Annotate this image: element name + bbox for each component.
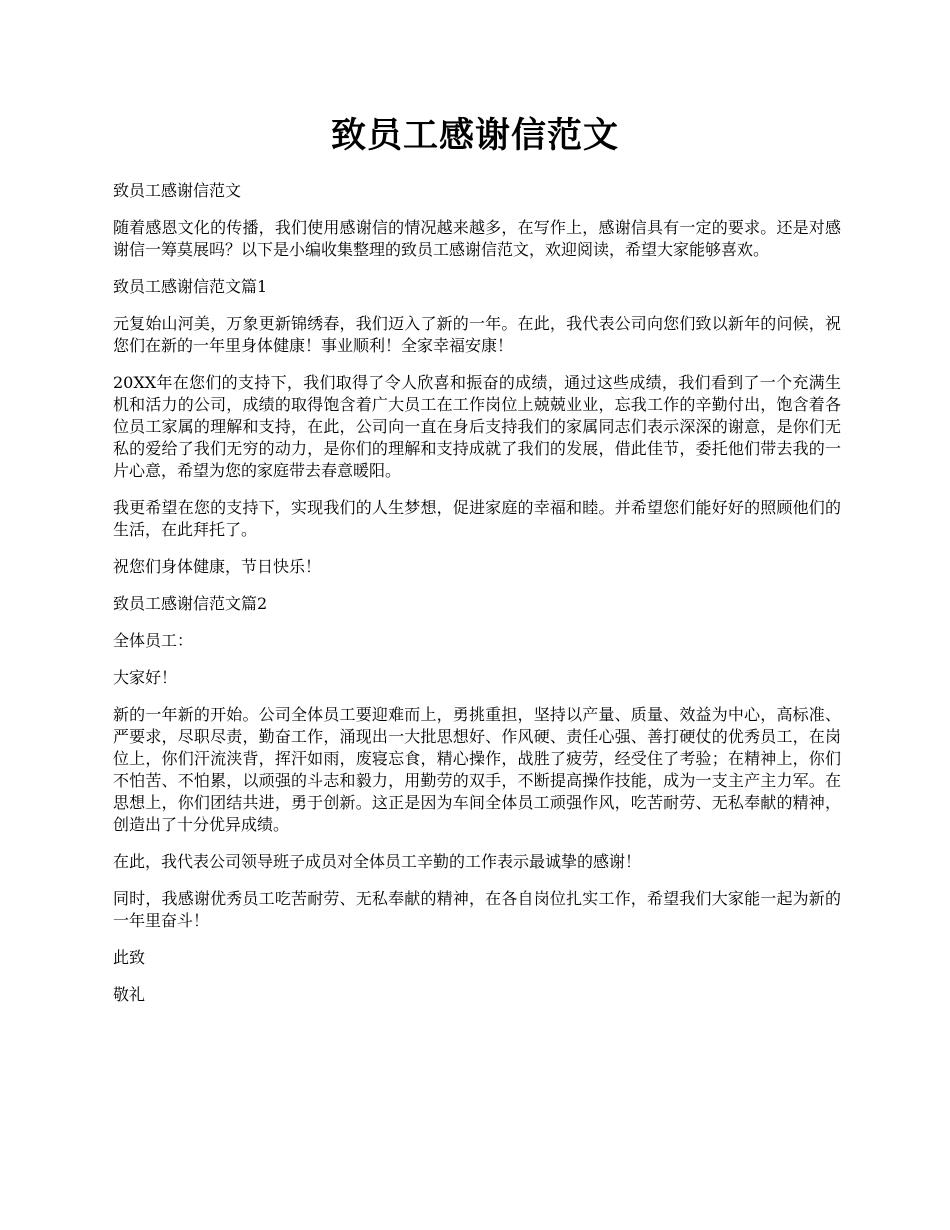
paragraph: 我更希望在您的支持下，实现我们的人生梦想，促进家庭的幸福和睦。并希望您们能好好的照顾他们的生活，在此拜托了。 [113, 498, 841, 539]
paragraph: 在此，我代表公司领导班子成员对全体员工辛勤的工作表示最诚挚的感谢！ [113, 852, 642, 871]
section-heading-1: 致员工感谢信范文篇1 [113, 277, 268, 296]
subtitle-paragraph: 致员工感谢信范文 [113, 181, 242, 200]
document-title: 致员工感谢信范文 [330, 115, 619, 156]
paragraph: 新的一年新的开始。公司全体员工要迎难而上，勇挑重担，坚持以产量、质量、效益为中心，高标准、严要求，尽职尽责，勤奋工作，涌现出一大批思想好、作风硬、责任心强、善打硬仗的优秀员工，在岗位上，你们汗流浃背，挥汗如雨，废寝忘食，精心操作，战胜了疲劳，经受住了考验；在精神上，你们不怕苦、不怕累，以顽强的斗志和毅力，用勤劳的双手，不断提高操作技能，成为一支主产主力军。在思想上，你们团结共进，勇于创新。这正是因为车间全体员工顽强作风，吃苦耐劳、无私奉献的精神，创造出了十分优异成绩。 [113, 705, 841, 834]
paragraph: 20XX年在您们的支持下，我们取得了令人欣喜和振奋的成绩，通过这些成绩，我们看到了一个充满生机和活力的公司，成绩的取得饱含着广大员工在工作岗位上兢兢业业，忘我工作的辛勤付出，饱含着各位员工家属的理解和支持，在此，公司向一直在身后支持我们的家属同志们表示深深的谢意，是你们无私的爱给了我们无穷的动力，是你们的理解和支持成就了我们的发展，借此佳节，委托他们带去我的一片心意，希望为您的家庭带去春意暖阳。 [113, 373, 841, 480]
section-heading-2: 致员工感谢信范文篇2 [113, 594, 268, 613]
closing-line-1: 此致 [113, 948, 146, 967]
salutation: 全体员工： [113, 631, 194, 650]
paragraph: 同时，我感谢优秀员工吃苦耐劳、无私奉献的精神，在各自岗位扎实工作，希望我们大家能一起为新的一年里奋斗！ [113, 889, 841, 930]
intro-paragraph: 随着感恩文化的传播，我们使用感谢信的情况越来越多，在写作上，感谢信具有一定的要求。还是对感谢信一筹莫展吗？以下是小编收集整理的致员工感谢信范文，欢迎阅读，希望大家能够喜欢。 [113, 218, 841, 259]
paragraph: 祝您们身体健康，节日快乐！ [113, 557, 322, 576]
paragraph: 元复始山河美，万象更新锦绣春，我们迈入了新的一年。在此，我代表公司向您们致以新年的问候，祝您们在新的一年里身体健康！事业顺利！全家幸福安康！ [113, 314, 841, 355]
closing-line-2: 敬礼 [113, 985, 146, 1004]
document-body [113, 180, 841, 1021]
greeting: 大家好！ [113, 668, 178, 687]
